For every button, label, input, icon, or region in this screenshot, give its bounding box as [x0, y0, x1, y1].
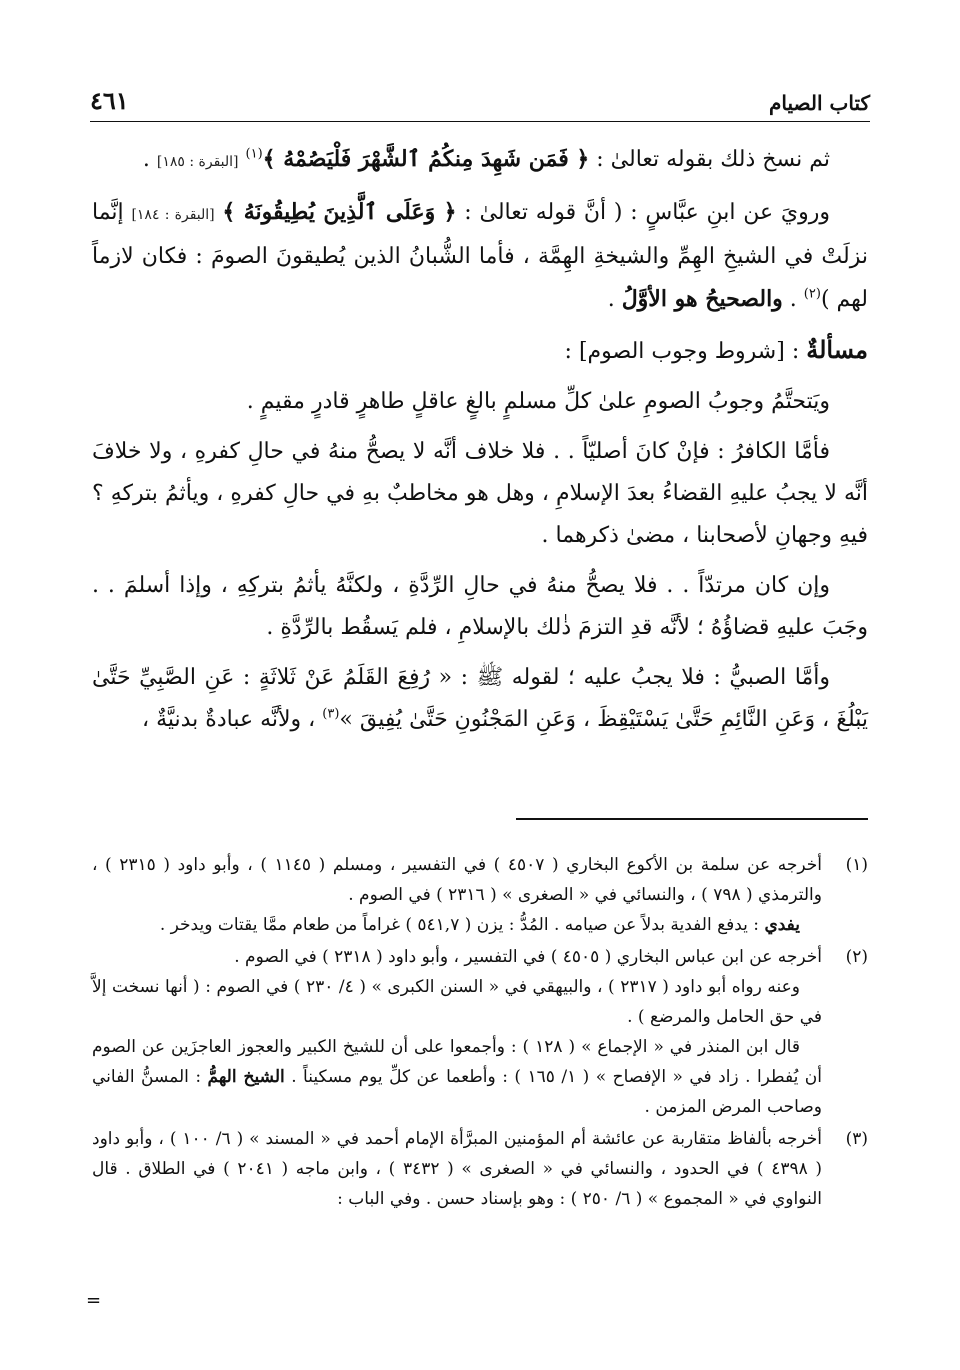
- masala-label: مسألةٌ: [806, 335, 868, 364]
- footnote-1: [92, 850, 868, 940]
- footnote-ref: (٣): [322, 706, 340, 722]
- text: ، ولأنَّه عبادةٌ بدنيَّةٌ ،: [141, 707, 323, 732]
- gloss-text: : المسنُّ الفاني وصاحب المرض المزمن .: [92, 1067, 822, 1117]
- footnote-gloss: [92, 910, 822, 940]
- footnote-text: وعنه رواه أبو داود ( ٢٣١٧ ) ، والبيهقي في « السنن الكبرى » ( ٤/ ٢٣٠ ) في الصوم : ( أنها نسخت إلاَّ في حق الحامل والمرضع ) .: [92, 977, 822, 1027]
- quran-verse: ﴿ وَعَلَى ٱلَّذِينَ يُطِيقُونَهُ ﴾: [222, 199, 457, 225]
- masala-title: : [شروط وجوب الصوم] :: [564, 339, 807, 364]
- footnote-separator: [516, 818, 868, 820]
- page-number: ٤٦١: [90, 86, 129, 115]
- gloss-text: : يدفع الفدية بدلاً عن صيامه . المُدُّ : يزن ( ٥٤١,٧ ) غراماً من طعام ممَّا يقتات ويدخر .: [159, 915, 765, 935]
- paragraph-6: [92, 657, 868, 741]
- footnote-3: [92, 1124, 868, 1214]
- footnote-gloss: [92, 1032, 822, 1122]
- continuation-mark: =: [86, 1290, 102, 1311]
- text: .: [607, 287, 622, 312]
- masala-heading: [92, 329, 868, 373]
- paragraph-4: فأمَّا الكافرُ : فإنْ كانَ أصليّاً . . فلا خلاف أنَّه لا يصحُّ منهُ في حالِ كفرهِ ، ولا خلافَ أنَّه لا يجبُ عليهِ القضاءُ بعدَ الإسلامِ ، وهل هو مخاطبٌ بهِ في حالِ كفرهِ ، ويأثمُ بتركهِ ؟ فيهِ وجهانِ لأصحابنا ، مضىٰ ذكرهما .: [92, 439, 868, 548]
- footnote-text: أخرجه عن سلمة بن الأكوع البخاري ( ٤٥٠٧ ) في التفسير ، ومسلم ( ١١٤٥ ) ، وأبو داود ( ٢٣١٥ ) ، والترمذي ( ٧٩٨ ) ، والنسائي في « الصغرى » ( ٢٣١٦ ) في الصوم .: [92, 855, 823, 905]
- footnote-number: (٢): [845, 947, 868, 967]
- footnote-ref: (١): [245, 146, 263, 162]
- verse-reference: [البقرة : ١٨٥]: [156, 154, 239, 170]
- footnote-text: أخرجه بألفاظ متقاربة عن عائشة أم المؤمنين المبرَّأة الإمام أحمد في « المسند » ( ٦/ ١٠٠ ) ، وأبو داود ( ٤٣٩٨ ) في الحدود ، والنسائي في « الصغرى » ( ٣٤٣٢ ) ، وابن ماجه ( ٢٠٤١ ) في الطلاق . قال النواوي في « المجموع » ( ٦/ ٢٥٠ ) : وهو بإسناد حسن . وفي الباب :: [92, 1129, 822, 1209]
- text: ورويَ عن ابنِ عبَّاسٍ : ( أنَّ قوله تعالىٰ :: [456, 200, 831, 225]
- gloss-term: الشيخ الهمُّ: [207, 1067, 285, 1087]
- text: .: [782, 287, 804, 312]
- footnote-number: (١): [845, 855, 868, 875]
- ruling-statement: والصحيحُ هو الأوَّلُ: [621, 286, 783, 312]
- footnote-ref: (٢): [803, 286, 821, 302]
- text: إنَّما نزلَتْ في الشيخِ الهِمِّ والشيخةِ الهِمَّة ، فأما الشُّبانُ الذين يُطيقونَ الصومَ : فكان لازماً لهم ): [92, 200, 868, 312]
- page-header: [90, 82, 870, 122]
- chapter-title: كتاب الصيام: [769, 91, 870, 115]
- footnote-number: (٣): [845, 1129, 868, 1149]
- text: وأمَّا الصبيُّ : فلا يجبُ عليه ؛ لقوله ﷺ : « رُفِعَ القَلَمُ عَنْ ثَلاثَةٍ : عَنِ الصَّبِيِّ حَتَّىٰ يَبْلُغَ ، وَعَنِ النَّائِمِ حَتَّىٰ يَسْتَيْقِظَ ، وَعَنِ المَجْنُونِ حَتَّىٰ يُفِيقَ »: [92, 665, 868, 732]
- quran-verse: ﴿ فَمَن شَهِدَ مِنكُمُ ٱلشَّهْرَ فَلْيَصُمْهُ ﴾: [262, 146, 590, 172]
- footnote-2: [92, 942, 868, 1122]
- paragraph-3: ويَتحتَّمُ وجوبُ الصومِ علىٰ كلِّ مسلمٍ بالغٍ عاقلٍ طاهرٍ قادرٍ مقيمٍ .: [246, 389, 830, 414]
- main-text: [92, 138, 868, 749]
- paragraph-5: وإن كان مرتدّاً . . فلا يصحُّ منهُ في حالِ الرِّدَّةِ ، ولكنَّهُ يأثمُ بتركِهِ ، وإذا أسلمَ . . وجَبَ عليهِ قضاؤُهُ ؛ لأنَّه قدِ التزمَ ذٰلك بالإسلامِ ، فلم يَسقُط بالرِّدَّةِ .: [92, 573, 868, 640]
- gloss-term: يفدي: [764, 915, 800, 935]
- paragraph-2: [92, 191, 868, 321]
- verse-reference: [البقرة : ١٨٤]: [131, 207, 215, 223]
- text: .: [142, 147, 157, 172]
- paragraph-1: [92, 138, 868, 183]
- footnote-text: أخرجه عن ابن عباس البخاري ( ٤٥٠٥ ) في التفسير ، وأبو داود ( ٢٣١٨ ) في الصوم .: [234, 947, 822, 967]
- gloss-text: قال ابن المنذر في « الإجماع » ( ١٢٨ ) : وأجمعوا على أن للشيخ الكبير والعجوز العاجزَين عن الصوم أن يُفطرا . زاد في « الإفصاح » ( ١/ ١٦٥ ) : وأطعما عن كلِّ يوم مسكيناً .: [92, 1037, 822, 1087]
- footnotes: [92, 850, 868, 1216]
- text: ثم نسخ ذلك بقوله تعالىٰ :: [589, 147, 830, 172]
